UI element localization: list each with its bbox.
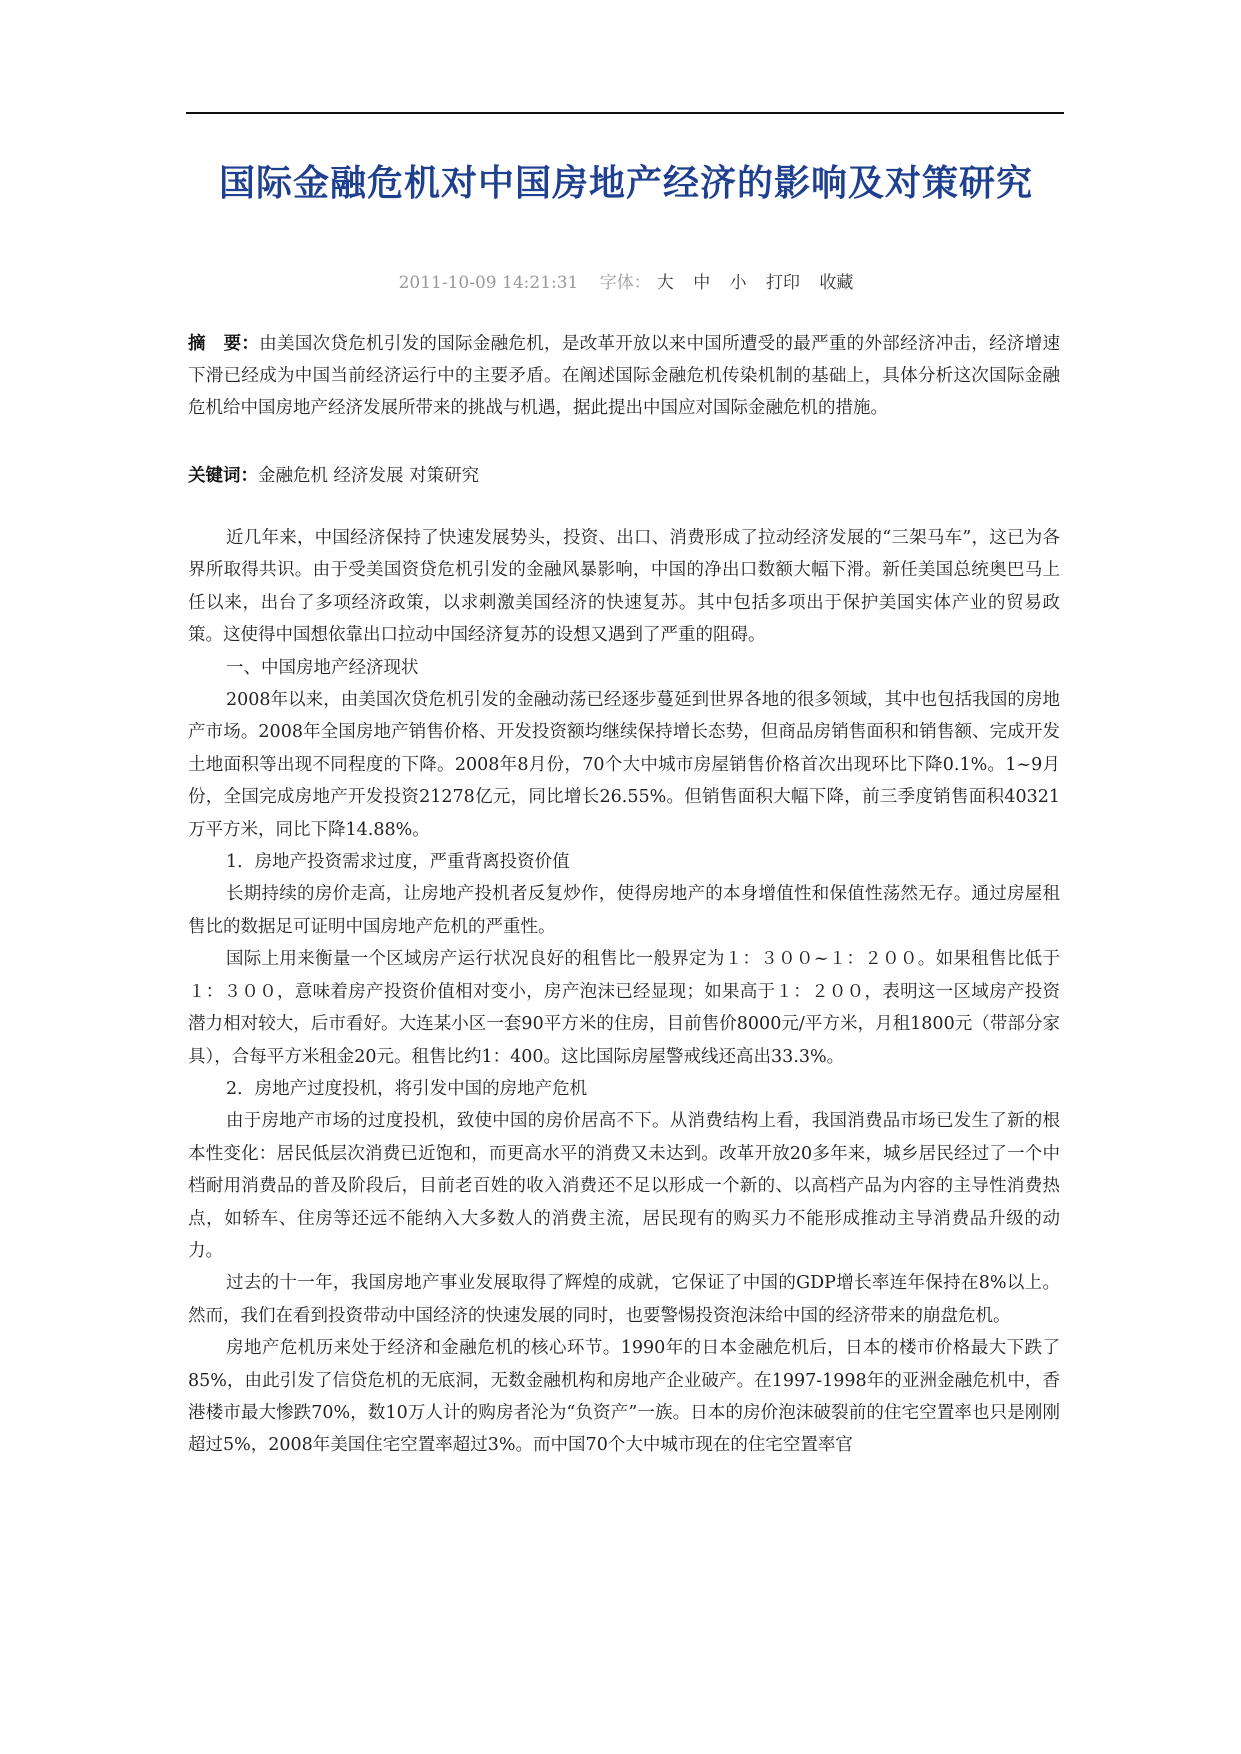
font-medium-link[interactable]: 中: [693, 273, 711, 293]
font-large-link[interactable]: 大: [656, 273, 674, 293]
paragraph: 近几年来，中国经济保持了快速发展势头，投资、出口、消费形成了拉动经济发展的“三架马车”，这已为各界所取得共识。由于受美国资贷危机引发的金融风暴影响，中国的净出口数额大幅下滑。新任美国总统奥巴马上任以来，出台了多项经济政策，以求刺激美国经济的快速复苏。其中包括多项出于保护美国实体产业的贸易政策。这使得中国想依靠出口拉动中国经济复苏的设想又遇到了严重的阻碍。: [188, 528, 1060, 646]
paragraph: 长期持续的房价走高，让房地产投机者反复炒作，使得房地产的本身增值性和保值性荡然无存。通过房屋租售比的数据足可证明中国房地产危机的严重性。: [188, 884, 1060, 937]
keywords-text: 金融危机 经济发展 对策研究: [258, 466, 480, 486]
article-meta: [188, 268, 1064, 293]
article-title: 国际金融危机对中国房地产经济的影响及对策研究: [218, 162, 1033, 204]
abstract-text: 由美国次贷危机引发的国际金融危机，是改革开放以来中国所遭受的最严重的外部经济冲击，经济增速下滑已经成为中国当前经济运行中的主要矛盾。在阐述国际金融危机传染机制的基础上，具体分析这次国际金融危机给中国房地产经济发展所带来的挑战与机遇，据此提出中国应对国际金融危机的措施。: [188, 334, 1061, 418]
section-heading: 一、中国房地产经济现状: [226, 657, 419, 678]
print-link[interactable]: 打印: [766, 273, 800, 293]
paragraph: 过去的十一年，我国房地产事业发展取得了辉煌的成就，它保证了中国的GDP增长率连年保持在8%以上。然而，我们在看到投资带动中国经济的快速发展的同时，也要警惕投资泡沫给中国的经济带来的崩盘危机。: [188, 1273, 1060, 1326]
bookmark-link[interactable]: 收藏: [819, 273, 854, 293]
paragraph: 国际上用来衡量一个区域房产运行状况良好的租售比一般界定为１：３００~１：２００。如果租售比低于１：３００，意味着房产投资价值相对变小，房产泡沫已经显现；如果高于１：２００，表明这一区域房产投资潜力相对较大，后市看好。大连某小区一套90平方米的住房，目前售价8000元/平方米，月租1800元（带部分家具），合每平方米租金20元。租售比约1：400。这比国际房屋警戒线还高出33.3%。: [188, 949, 1060, 1067]
top-rule: [186, 112, 1064, 114]
font-small-link[interactable]: 小: [729, 273, 747, 293]
paragraph: 房地产危机历来处于经济和金融危机的核心环节。1990年的日本金融危机后，日本的楼市价格最大下跌了85%，由此引发了信贷危机的无底洞，无数金融机构和房地产企业破产。在1997-1998年的亚洲金融危机中，香港楼市最大惨跌70%，数10万人计的购房者沦为“负资产”一族。日本的房价泡沫破裂前的住宅空置率也只是刚刚超过5%，2008年美国住宅空置率超过3%。而中国70个大中城市现在的住宅空置率官: [188, 1338, 1060, 1456]
keywords: [188, 460, 1060, 492]
subsection-heading: 2．房地产过度投机，将引发中国的房地产危机: [226, 1078, 588, 1099]
paragraph: 由于房地产市场的过度投机，致使中国的房价居高不下。从消费结构上看，我国消费品市场已发生了新的根本性变化：居民低层次消费已近饱和，而更高水平的消费又未达到。改革开放20多年来，城乡居民经过了一个中档耐用消费品的普及阶段后，目前老百姓的收入消费还不足以形成一个新的、以高档产品为内容的主导性消费热点，如轿车、住房等还远不能纳入大多数人的消费主流，居民现有的购买力不能形成推动主导消费品升级的动力。: [188, 1111, 1060, 1261]
publish-datetime: 2011-10-09 14:21:31: [398, 273, 579, 293]
paragraph: 2008年以来，由美国次贷危机引发的金融动荡已经逐步蔓延到世界各地的很多领域，其中也包括我国的房地产市场。2008年全国房地产销售价格、开发投资额均继续保持增长态势，但商品房销售面积和销售额、完成开发土地面积等出现不同程度的下降。2008年8月份，70个大中城市房屋销售价格首次出现环比下降0.1%。1~9月份，全国完成房地产开发投资21278亿元，同比增长26.55%。但销售面积大幅下降，前三季度销售面积40321万平方米，同比下降14.88%。: [188, 690, 1060, 840]
font-size-label: 字体：: [599, 273, 651, 293]
keywords-label: 关键词：: [188, 466, 258, 486]
abstract: [188, 328, 1060, 424]
abstract-label: 摘 要：: [188, 334, 260, 354]
subsection-heading: 1．房地产投资需求过度，严重背离投资价值: [226, 852, 570, 873]
article-body: [188, 522, 1060, 1462]
